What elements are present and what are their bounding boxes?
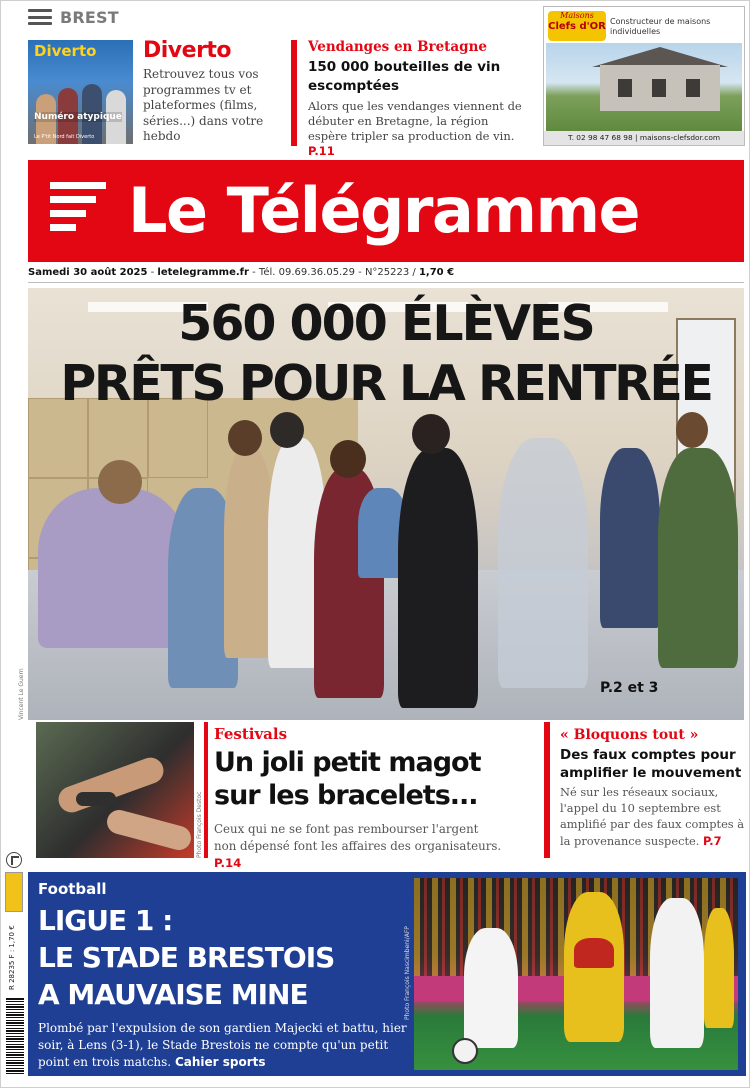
student [38,488,188,648]
diverto-headline: Diverto [143,38,232,63]
issue-number: N°25223 [364,267,410,278]
lead-page-ref[interactable]: P.2 et 3 [600,680,659,696]
masthead-title: Le Télégramme [128,174,640,247]
player-lens [704,908,734,1028]
house-window [618,79,632,97]
diverto-body: Retrouvez tous vos programmes tv et plateformes (films, séries...) dans votre hebdo [143,67,264,143]
football-ball [452,1038,478,1064]
photo-arm [55,754,167,816]
photo-arm [104,807,193,852]
telegramme-logo-icon [50,182,106,242]
festivals-page-ref[interactable]: P.14 [214,856,242,870]
cahier-sports-ref[interactable]: Cahier sports [174,1055,266,1069]
student [498,438,588,688]
football-photo[interactable] [414,878,738,1070]
festivals-photo-credit: Photo François Destoc [196,791,203,858]
vendanges-page-ref[interactable]: P.11 [308,144,335,158]
football-title-line2: LE STADE BRESTOIS [38,941,335,974]
football-photo-credit: Photo François Nascimbeni/AFP [404,926,411,1020]
lead-photo[interactable] [28,288,744,720]
football-kicker: Football [38,880,107,898]
vendanges-teaser[interactable] [308,38,530,159]
student [658,448,738,668]
student-head [412,414,450,454]
website[interactable]: letelegramme.fr [157,267,249,278]
football-title-line3: A MAUVAISE MINE [38,978,308,1011]
advertisement[interactable] [543,6,745,146]
vendanges-kicker: Vendanges en Bretagne [308,39,488,55]
strip-logo-icon [5,872,23,912]
festivals-body: Ceux qui ne se font pas rembourser l'argent non dépensé font les affaires des organisateurs. P.14 [214,822,502,870]
bloquons-article[interactable] [560,726,746,849]
house-roof [592,47,728,67]
festivals-title: Un joli petit magot sur les bracelets... [214,747,481,811]
festivals-accent-bar [204,722,208,858]
vendanges-accent-bar [291,40,297,146]
student-head [330,440,366,478]
house-wall [600,65,720,111]
student [600,448,660,628]
football-title-line1: LIGUE 1 : [38,904,173,937]
bloquons-body: Né sur les réseaux sociaux, l'appel du 10 septembre est amplifié par des faux comptes à la provenance suspecte. P.7 [560,785,745,848]
recycle-icon [6,852,22,868]
divider [28,282,744,283]
ad-logo-line2: Clefs d'OR [548,21,606,32]
student [224,448,274,658]
barcode [6,998,24,1074]
player-brest [464,928,518,1048]
price: 1,70 € [418,267,455,278]
player-brest [650,898,704,1048]
diverto-teaser[interactable] [143,38,281,145]
vendanges-body: Alors que les vendanges viennent de débuter en Bretagne, la région espère tripler sa production de vin. P.11 [308,99,522,158]
diverto-cover-tag: Numéro atypique [34,112,122,122]
student-head [228,420,262,456]
house-window [652,79,666,97]
ad-logo [548,11,606,41]
edition-label: BREST [60,7,119,27]
vendanges-title: 150 000 bouteilles de vin escomptées [308,59,501,94]
player-lens-shorts [574,938,614,968]
lead-headline-line2[interactable]: PRÊTS POUR LA RENTRÉE [60,355,712,412]
football-title[interactable] [38,902,418,1013]
ad-logo-line1: Maisons [560,11,594,20]
bloquons-title: Des faux comptes pour amplifier le mouvement [560,747,742,781]
bloquons-accent-bar [544,722,550,858]
football-body: Plombé par l'expulsion de son gardien Majecki et battu, hier soir, à Lens (3-1), le Stade Brestois ne compte qu'un petit point en trois matchs. Cahier sports [38,1021,407,1069]
diverto-magazine-cover[interactable] [28,40,133,144]
ad-house-photo [546,43,742,131]
photo-bracelet-reader [76,792,116,806]
bloquons-page-ref[interactable]: P.7 [703,833,722,848]
masthead[interactable] [28,160,744,262]
dateline: Samedi 30 août 2025 - letelegramme.fr - Tél. 09.69.36.05.29 - N°25223 / 1,70 € [28,267,455,278]
student-head [270,412,304,448]
phone: Tél. 09.69.36.05.29 [258,267,355,278]
bloquons-kicker: « Bloquons tout » [560,727,699,743]
lead-headline-line1[interactable]: 560 000 ÉLÈVES [178,295,594,352]
festivals-photo[interactable] [36,722,194,858]
issue-date: Samedi 30 août 2025 [28,267,148,278]
festivals-article[interactable] [214,724,504,872]
diverto-cover-title: Diverto [34,42,97,60]
festivals-kicker: Festivals [214,725,288,743]
ad-tagline: Constructeur de maisons individuelles [610,17,711,36]
student-head [98,460,142,504]
student [398,448,478,708]
strip-code: R 28235 F : 1,70 € [8,925,16,990]
ad-footer: T. 02 98 47 68 98 | maisons-clefsdor.com [544,131,744,145]
lead-photo-credit: Vincent Le Guern [18,668,25,720]
edition-header [28,7,119,27]
menu-icon[interactable] [28,9,52,25]
diverto-cover-sub: Le P'tit Nord fait Diverto [34,134,95,140]
house-window [686,79,700,97]
student-head [676,412,708,448]
